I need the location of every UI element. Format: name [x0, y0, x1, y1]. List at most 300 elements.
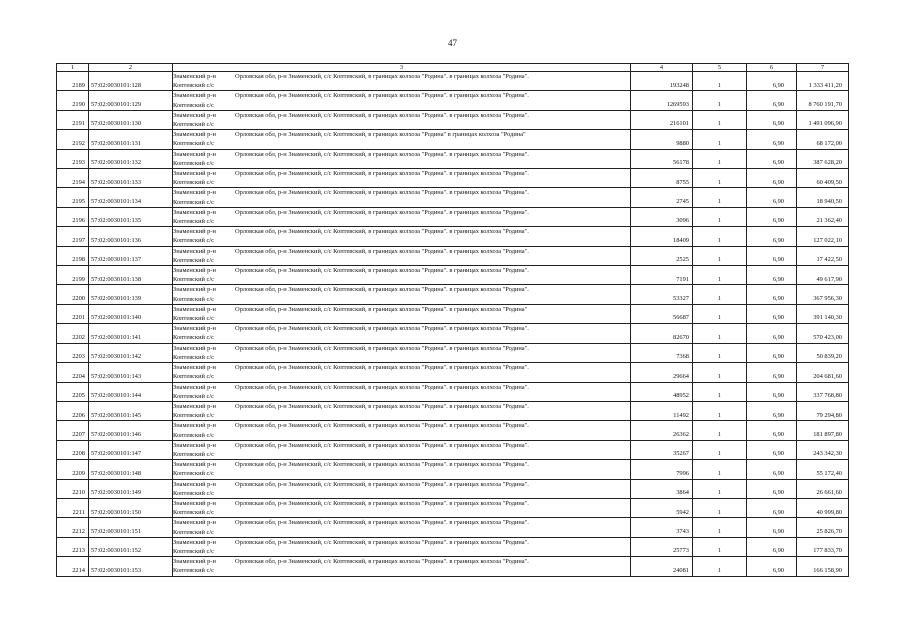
- table-row: [57, 537, 849, 556]
- region-council: Коптевский с/с: [173, 198, 214, 206]
- column-header: 7: [797, 64, 849, 72]
- region-label: [173, 557, 231, 575]
- location-cell: [173, 285, 631, 304]
- region-label: [173, 91, 231, 109]
- location-cell: [173, 188, 631, 207]
- region-district: Знаменский р-н: [173, 558, 216, 566]
- region-council: Коптевский с/с: [173, 373, 214, 381]
- table-row: [57, 343, 849, 362]
- region-district: Знаменский р-н: [173, 383, 216, 391]
- location-cell: [173, 401, 631, 420]
- address-text: Орловская обл, р-н Знаменский, с/с Коптевский, в границах колхоза "Родина". в границах колхоза "Родина".: [235, 325, 529, 333]
- row-number: 2194: [57, 169, 89, 188]
- region-council: Коптевский с/с: [173, 315, 214, 323]
- rate-value: 6,90: [747, 72, 797, 91]
- table-row: [57, 518, 849, 537]
- region-district: Знаменский р-н: [173, 73, 216, 80]
- area-value: 26362: [631, 421, 693, 440]
- rate-value: 6,90: [747, 130, 797, 149]
- region-council: Коптевский с/с: [173, 256, 214, 264]
- address-text: Орловская обл, р-н Знаменский, с/с Коптевский, в границах колхоза "Родина". в границах колхоза "Родина".: [235, 286, 529, 294]
- region-council: Коптевский с/с: [173, 159, 214, 167]
- column5-value: 1: [693, 169, 747, 188]
- rate-value: 6,90: [747, 149, 797, 168]
- area-value: 3864: [631, 479, 693, 498]
- location-cell: [173, 227, 631, 246]
- region-label: [173, 421, 231, 439]
- region-label: [173, 460, 231, 478]
- column5-value: 1: [693, 188, 747, 207]
- table-row: [57, 72, 849, 91]
- table-row: [57, 401, 849, 420]
- row-number: 2203: [57, 343, 89, 362]
- region-label: [173, 518, 231, 536]
- cadastral-value: 25 826,70: [797, 518, 849, 537]
- cadastral-value: 40 999,80: [797, 498, 849, 517]
- rate-value: 6,90: [747, 169, 797, 188]
- region-district: Знаменский р-н: [173, 538, 216, 546]
- cadastral-number: 57:02:0030101:136: [89, 227, 173, 246]
- cadastral-number: 57:02:0030101:139: [89, 285, 173, 304]
- address-text: Орловская обл, р-н Знаменский, с/с Коптевский, в границах колхоза "Родина". в границах колхоза "Родина".: [235, 208, 529, 216]
- column5-value: 1: [693, 266, 747, 285]
- cadastral-value: 391 140,30: [797, 304, 849, 323]
- cadastral-number: 57:02:0030101:132: [89, 149, 173, 168]
- region-district: Знаменский р-н: [173, 364, 216, 372]
- area-value: 2745: [631, 188, 693, 207]
- row-number: 2195: [57, 188, 89, 207]
- table-body: [57, 72, 849, 577]
- rate-value: 6,90: [747, 401, 797, 420]
- location-cell: [173, 324, 631, 343]
- cadastral-value: 127 022,10: [797, 227, 849, 246]
- region-label: [173, 188, 231, 206]
- row-number: 2191: [57, 110, 89, 129]
- region-label: [173, 227, 231, 245]
- region-district: Знаменский р-н: [173, 92, 216, 100]
- table-row: [57, 363, 849, 382]
- column5-value: 1: [693, 304, 747, 323]
- region-council: Коптевский с/с: [173, 567, 214, 575]
- area-value: 5942: [631, 498, 693, 517]
- region-district: Знаменский р-н: [173, 247, 216, 255]
- column5-value: 1: [693, 460, 747, 479]
- rate-value: 6,90: [747, 304, 797, 323]
- rate-value: 6,90: [747, 343, 797, 362]
- region-council: Коптевский с/с: [173, 218, 214, 226]
- region-council: Коптевский с/с: [173, 237, 214, 245]
- table-row: [57, 324, 849, 343]
- location-cell: [173, 246, 631, 265]
- table-row: [57, 169, 849, 188]
- row-number: 2206: [57, 401, 89, 420]
- row-number: 2193: [57, 149, 89, 168]
- location-cell: [173, 518, 631, 537]
- region-label: [173, 383, 231, 401]
- table-row: [57, 130, 849, 149]
- column5-value: 1: [693, 91, 747, 110]
- cadastral-number: 57:02:0030101:148: [89, 460, 173, 479]
- address-text: Орловская обл, р-н Знаменский, с/с Коптевский, в границах колхоза "Родина". в границах колхоза "Родина": [235, 305, 528, 313]
- region-label: [173, 538, 231, 556]
- cadastral-number: 57:02:0030101:140: [89, 304, 173, 323]
- row-number: 2207: [57, 421, 89, 440]
- row-number: 2212: [57, 518, 89, 537]
- rate-value: 6,90: [747, 363, 797, 382]
- region-district: Знаменский р-н: [173, 325, 216, 333]
- column5-value: 1: [693, 518, 747, 537]
- region-council: Коптевский с/с: [173, 276, 214, 284]
- table-row: [57, 304, 849, 323]
- column5-value: 1: [693, 207, 747, 226]
- page-number: 47: [448, 38, 457, 48]
- address-text: Орловская обл, р-н Знаменский, с/с Коптевский, в границах колхоза "Родина" в границах колхоза "Родина": [235, 131, 526, 139]
- cadastral-number: 57:02:0030101:144: [89, 382, 173, 401]
- region-council: Коптевский с/с: [173, 470, 214, 478]
- cadastral-number: 57:02:0030101:149: [89, 479, 173, 498]
- region-label: [173, 285, 231, 303]
- rate-value: 6,90: [747, 246, 797, 265]
- row-number: 2189: [57, 72, 89, 91]
- region-district: Знаменский р-н: [173, 150, 216, 158]
- rate-value: 6,90: [747, 498, 797, 517]
- region-council: Коптевский с/с: [173, 509, 214, 517]
- region-council: Коптевский с/с: [173, 179, 214, 187]
- region-district: Знаменский р-н: [173, 344, 216, 352]
- rate-value: 6,90: [747, 460, 797, 479]
- location-cell: [173, 266, 631, 285]
- column-header: 2: [89, 64, 173, 72]
- address-text: Орловская обл, р-н Знаменский, с/с Коптевский, в границах колхоза "Родина". в границах колхоза "Родина".: [235, 247, 529, 255]
- header-row: [57, 64, 849, 72]
- location-cell: [173, 479, 631, 498]
- column5-value: 1: [693, 440, 747, 459]
- cadastral-number: 57:02:0030101:151: [89, 518, 173, 537]
- location-cell: [173, 363, 631, 382]
- cadastral-number: 57:02:0030101:152: [89, 537, 173, 556]
- table-row: [57, 285, 849, 304]
- area-value: 35267: [631, 440, 693, 459]
- area-value: 11492: [631, 401, 693, 420]
- region-district: Знаменский р-н: [173, 480, 216, 488]
- column5-value: 1: [693, 149, 747, 168]
- area-value: 18409: [631, 227, 693, 246]
- location-cell: [173, 498, 631, 517]
- rate-value: 6,90: [747, 188, 797, 207]
- cadastral-value: 243 342,30: [797, 440, 849, 459]
- location-cell: [173, 460, 631, 479]
- area-value: 193248: [631, 72, 693, 91]
- cadastral-value: 204 681,60: [797, 363, 849, 382]
- column5-value: 1: [693, 324, 747, 343]
- column5-value: 1: [693, 72, 747, 91]
- cadastral-value: 55 172,40: [797, 460, 849, 479]
- rate-value: 6,90: [747, 285, 797, 304]
- area-value: 25773: [631, 537, 693, 556]
- table-row: [57, 479, 849, 498]
- cadastral-value: 337 768,80: [797, 382, 849, 401]
- cadastral-number: 57:02:0030101:138: [89, 266, 173, 285]
- table-row: [57, 110, 849, 129]
- column5-value: 1: [693, 246, 747, 265]
- table-row: [57, 421, 849, 440]
- column5-value: 1: [693, 557, 747, 576]
- location-cell: [173, 421, 631, 440]
- location-cell: [173, 382, 631, 401]
- area-value: 9880: [631, 130, 693, 149]
- cadastral-number: 57:02:0030101:128: [89, 72, 173, 91]
- address-text: Орловская обл, р-н Знаменский, с/с Коптевский, в границах колхоза "Родина". в границах колхоза "Родина".: [235, 344, 529, 352]
- region-label: [173, 247, 231, 265]
- region-label: [173, 344, 231, 362]
- column5-value: 1: [693, 401, 747, 420]
- cadastral-number: 57:02:0030101:147: [89, 440, 173, 459]
- cadastral-number: 57:02:0030101:145: [89, 401, 173, 420]
- region-council: Коптевский с/с: [173, 392, 214, 400]
- cadastral-value: 18 940,50: [797, 188, 849, 207]
- region-district: Знаменский р-н: [173, 305, 216, 313]
- region-district: Знаменский р-н: [173, 228, 216, 236]
- location-cell: [173, 304, 631, 323]
- area-value: 3096: [631, 207, 693, 226]
- row-number: 2192: [57, 130, 89, 149]
- region-district: Знаменский р-н: [173, 519, 216, 527]
- column5-value: 1: [693, 498, 747, 517]
- region-district: Знаменский р-н: [173, 131, 216, 139]
- area-value: 8755: [631, 169, 693, 188]
- address-text: Орловская обл, р-н Знаменский, с/с Коптевский, в границах колхоза "Родина". в границах колхоза "Родина".: [235, 92, 529, 100]
- region-label: [173, 324, 231, 342]
- region-council: Коптевский с/с: [173, 140, 214, 148]
- rate-value: 6,90: [747, 557, 797, 576]
- region-council: Коптевский с/с: [173, 353, 214, 361]
- table-row: [57, 188, 849, 207]
- address-text: Орловская обл, р-н Знаменский, с/с Коптевский, в границах колхоза "Родина". в границах колхоза "Родина".: [235, 170, 529, 178]
- column-header: 1: [57, 64, 89, 72]
- land-plots-table: [56, 63, 849, 577]
- address-text: Орловская обл, р-н Знаменский, с/с Коптевский, в границах колхоза "Родина". в границах колхоза "Родина".: [235, 267, 529, 275]
- location-cell: [173, 440, 631, 459]
- region-district: Знаменский р-н: [173, 208, 216, 216]
- address-text: Орловская обл, р-н Знаменский, с/с Коптевский, в границах колхоза "Родина". в границах колхоза "Родина".: [235, 150, 529, 158]
- column5-value: 1: [693, 382, 747, 401]
- cadastral-value: 570 423,00: [797, 324, 849, 343]
- region-district: Знаменский р-н: [173, 170, 216, 178]
- row-number: 2213: [57, 537, 89, 556]
- region-council: Коптевский с/с: [173, 450, 214, 458]
- rate-value: 6,90: [747, 537, 797, 556]
- address-text: Орловская обл, р-н Знаменский, с/с Коптевский, в границах колхоза "Родина". в границах колхоза "Родина".: [235, 480, 529, 488]
- cadastral-number: 57:02:0030101:129: [89, 91, 173, 110]
- cadastral-value: 79 294,80: [797, 401, 849, 420]
- rate-value: 6,90: [747, 110, 797, 129]
- table-row: [57, 246, 849, 265]
- area-value: 24081: [631, 557, 693, 576]
- cadastral-number: 57:02:0030101:146: [89, 421, 173, 440]
- table-row: [57, 149, 849, 168]
- area-value: 29664: [631, 363, 693, 382]
- rate-value: 6,90: [747, 382, 797, 401]
- cadastral-number: 57:02:0030101:134: [89, 188, 173, 207]
- region-label: [173, 266, 231, 284]
- area-value: 7996: [631, 460, 693, 479]
- table-row: [57, 440, 849, 459]
- location-cell: [173, 207, 631, 226]
- region-district: Знаменский р-н: [173, 402, 216, 410]
- address-text: Орловская обл, р-н Знаменский, с/с Коптевский, в границах колхоза "Родина". в границах колхоза "Родина".: [235, 111, 529, 119]
- table-row: [57, 557, 849, 576]
- rate-value: 6,90: [747, 479, 797, 498]
- address-text: Орловская обл, р-н Знаменский, с/с Коптевский, в границах колхоза "Родина". в границах колхоза "Родина".: [235, 461, 529, 469]
- region-label: [173, 130, 231, 148]
- cadastral-number: 57:02:0030101:133: [89, 169, 173, 188]
- column-header: 4: [631, 64, 693, 72]
- region-label: [173, 305, 231, 323]
- address-text: Орловская обл, р-н Знаменский, с/с Коптевский, в границах колхоза "Родина". в границах колхоза "Родина".: [235, 402, 529, 410]
- row-number: 2200: [57, 285, 89, 304]
- table-row: [57, 91, 849, 110]
- region-council: Коптевский с/с: [173, 489, 214, 497]
- location-cell: [173, 110, 631, 129]
- column-header: 6: [747, 64, 797, 72]
- cadastral-value: 26 661,60: [797, 479, 849, 498]
- row-number: 2208: [57, 440, 89, 459]
- table-row: [57, 460, 849, 479]
- row-number: 2211: [57, 498, 89, 517]
- area-value: 1269593: [631, 91, 693, 110]
- row-number: 2209: [57, 460, 89, 479]
- address-text: Орловская обл, р-н Знаменский, с/с Коптевский, в границах колхоза "Родина". в границах колхоза "Родина".: [235, 73, 529, 80]
- row-number: 2204: [57, 363, 89, 382]
- location-cell: [173, 169, 631, 188]
- area-value: 7191: [631, 266, 693, 285]
- region-label: [173, 363, 231, 381]
- rate-value: 6,90: [747, 518, 797, 537]
- location-cell: [173, 537, 631, 556]
- row-number: 2210: [57, 479, 89, 498]
- rate-value: 6,90: [747, 91, 797, 110]
- address-text: Орловская обл, р-н Знаменский, с/с Коптевский, в границах колхоза "Родина". в границах колхоза "Родина".: [235, 499, 529, 507]
- cadastral-value: 17 422,50: [797, 246, 849, 265]
- address-text: Орловская обл, р-н Знаменский, с/с Коптевский, в границах колхоза "Родина". в границах колхоза "Родина".: [235, 228, 529, 236]
- region-council: Коптевский с/с: [173, 101, 214, 109]
- region-district: Знаменский р-н: [173, 499, 216, 507]
- column-header: 3: [173, 64, 631, 72]
- cadastral-value: 181 897,80: [797, 421, 849, 440]
- area-value: 56178: [631, 149, 693, 168]
- region-label: [173, 441, 231, 459]
- row-number: 2201: [57, 304, 89, 323]
- cadastral-value: 8 760 191,70: [797, 91, 849, 110]
- location-cell: [173, 91, 631, 110]
- rate-value: 6,90: [747, 266, 797, 285]
- rate-value: 6,90: [747, 440, 797, 459]
- cadastral-value: 21 362,40: [797, 207, 849, 226]
- row-number: 2205: [57, 382, 89, 401]
- location-cell: [173, 557, 631, 576]
- column5-value: 1: [693, 110, 747, 129]
- row-number: 2196: [57, 207, 89, 226]
- rate-value: 6,90: [747, 207, 797, 226]
- region-council: Коптевский с/с: [173, 82, 214, 90]
- cadastral-value: 177 833,70: [797, 537, 849, 556]
- row-number: 2198: [57, 246, 89, 265]
- address-text: Орловская обл, р-н Знаменский, с/с Коптевский, в границах колхоза "Родина". в границах колхоза "Родина".: [235, 441, 529, 449]
- address-text: Орловская обл, р-н Знаменский, с/с Коптевский, в границах колхоза "Родина". в границах колхоза "Родина".: [235, 558, 529, 566]
- row-number: 2199: [57, 266, 89, 285]
- region-label: [173, 111, 231, 129]
- region-council: Коптевский с/с: [173, 431, 214, 439]
- cadastral-value: 60 409,50: [797, 169, 849, 188]
- cadastral-value: 1 333 411,20: [797, 72, 849, 91]
- column5-value: 1: [693, 343, 747, 362]
- table-row: [57, 498, 849, 517]
- address-text: Орловская обл, р-н Знаменский, с/с Коптевский, в границах колхоза "Родина". в границах колхоза "Родина".: [235, 422, 529, 430]
- cadastral-value: 68 172,00: [797, 130, 849, 149]
- cadastral-number: 57:02:0030101:131: [89, 130, 173, 149]
- address-text: Орловская обл, р-н Знаменский, с/с Коптевский, в границах колхоза "Родина". в границах колхоза "Родина".: [235, 364, 529, 372]
- region-council: Коптевский с/с: [173, 547, 214, 555]
- region-label: [173, 208, 231, 226]
- area-value: 7368: [631, 343, 693, 362]
- area-value: 82670: [631, 324, 693, 343]
- region-district: Знаменский р-н: [173, 422, 216, 430]
- cadastral-number: 57:02:0030101:143: [89, 363, 173, 382]
- row-number: 2197: [57, 227, 89, 246]
- region-district: Знаменский р-н: [173, 111, 216, 119]
- table-row: [57, 207, 849, 226]
- area-value: 3743: [631, 518, 693, 537]
- cadastral-value: 387 628,20: [797, 149, 849, 168]
- location-cell: [173, 130, 631, 149]
- cadastral-value: 367 956,30: [797, 285, 849, 304]
- region-district: Знаменский р-н: [173, 461, 216, 469]
- region-label: [173, 402, 231, 420]
- column5-value: 1: [693, 537, 747, 556]
- region-district: Знаменский р-н: [173, 441, 216, 449]
- region-council: Коптевский с/с: [173, 334, 214, 342]
- table-row: [57, 266, 849, 285]
- table-row: [57, 227, 849, 246]
- area-value: 53327: [631, 285, 693, 304]
- region-label: [173, 499, 231, 517]
- row-number: 2202: [57, 324, 89, 343]
- table-row: [57, 382, 849, 401]
- cadastral-number: 57:02:0030101:130: [89, 110, 173, 129]
- region-council: Коптевский с/с: [173, 121, 214, 129]
- column5-value: 1: [693, 479, 747, 498]
- address-text: Орловская обл, р-н Знаменский, с/с Коптевский, в границах колхоза "Родина". в границах колхоза "Родина".: [235, 383, 529, 391]
- cadastral-number: 57:02:0030101:141: [89, 324, 173, 343]
- area-value: 48952: [631, 382, 693, 401]
- column-header: 5: [693, 64, 747, 72]
- location-cell: [173, 343, 631, 362]
- cadastral-number: 57:02:0030101:137: [89, 246, 173, 265]
- column5-value: 1: [693, 363, 747, 382]
- area-value: 2525: [631, 246, 693, 265]
- cadastral-number: 57:02:0030101:153: [89, 557, 173, 576]
- rate-value: 6,90: [747, 227, 797, 246]
- area-value: 216101: [631, 110, 693, 129]
- cadastral-number: 57:02:0030101:150: [89, 498, 173, 517]
- region-district: Знаменский р-н: [173, 286, 216, 294]
- address-text: Орловская обл, р-н Знаменский, с/с Коптевский, в границах колхоза "Родина". в границах колхоза "Родина".: [235, 538, 529, 546]
- cadastral-number: 57:02:0030101:142: [89, 343, 173, 362]
- cadastral-value: 166 158,90: [797, 557, 849, 576]
- rate-value: 6,90: [747, 324, 797, 343]
- address-text: Орловская обл, р-н Знаменский, с/с Коптевский, в границах колхоза "Родина". в границах колхоза "Родина".: [235, 189, 529, 197]
- cadastral-value: 49 617,90: [797, 266, 849, 285]
